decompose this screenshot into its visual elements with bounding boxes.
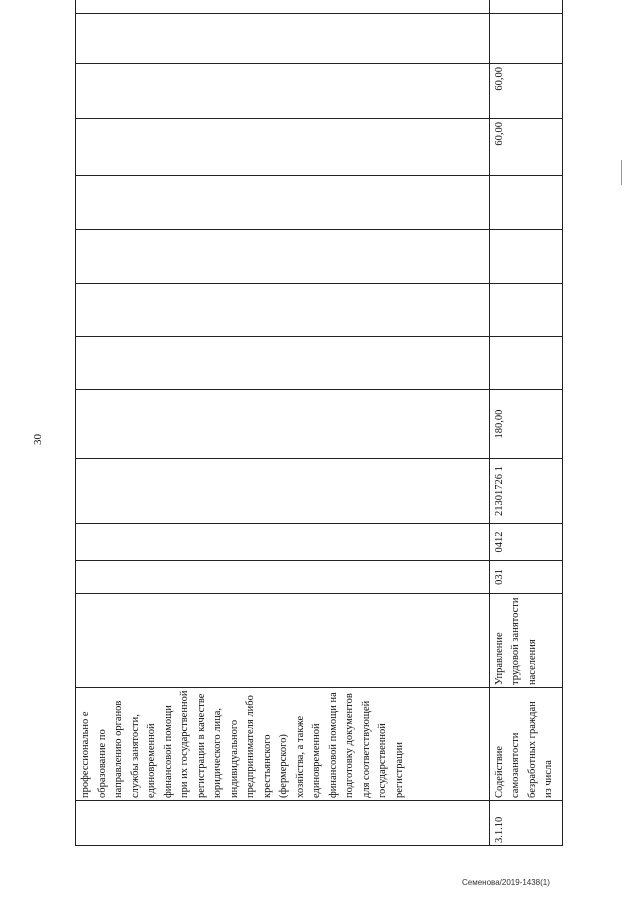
value-cell — [76, 64, 490, 119]
value-cell — [76, 284, 490, 337]
margin-mark — [621, 160, 622, 185]
csr-cell: 21301726 1 — [489, 459, 562, 524]
value-cell — [489, 230, 562, 284]
value-cell — [489, 284, 562, 337]
table-row — [489, 0, 562, 846]
value-cell — [489, 337, 562, 390]
rotated-table-wrapper — [75, 16, 563, 846]
value-cell — [489, 0, 562, 14]
number-cell: 3.1.10 — [489, 801, 562, 846]
rz-cell: 0412 — [489, 524, 562, 561]
page-number: 30 — [32, 434, 44, 445]
value-cell — [76, 176, 490, 230]
number-cell — [76, 801, 490, 846]
grbs-cell — [76, 561, 490, 594]
footer-doc-id: Семенова/2019-1438(1) — [462, 878, 550, 887]
value-cell — [76, 119, 490, 176]
value-cell — [489, 176, 562, 230]
measure-name-cell: профессионально е образование по направлению органов службы занятости, единовременной финансовой помощи при их государственной регистрации в качестве юридического лица, индивидуального предпринимателя либо крестьянского (фермерского) хозяйства, а также единовременной финансовой помощи на подготовку документов для соответствующей государственной регистрации — [76, 688, 490, 801]
value-cell — [76, 0, 490, 14]
value-cell — [76, 14, 490, 64]
amount-cell: 180,00 — [489, 390, 562, 459]
budget-table — [75, 0, 563, 846]
csr-cell — [76, 459, 490, 524]
amount-cell — [76, 390, 490, 459]
value-cell — [76, 230, 490, 284]
value-cell — [489, 14, 562, 64]
table-row — [76, 0, 490, 846]
rz-cell — [76, 524, 490, 561]
grbs-cell: 031 — [489, 561, 562, 594]
executor-cell: Управление трудовой занятости населения — [489, 594, 562, 688]
measure-name-cell: Содействие самозанятости безработных граждан из числа — [489, 688, 562, 801]
executor-cell — [76, 594, 490, 688]
value-cell: 60,00 — [489, 119, 562, 176]
value-cell — [76, 337, 490, 390]
value-cell: 60,00 — [489, 64, 562, 119]
